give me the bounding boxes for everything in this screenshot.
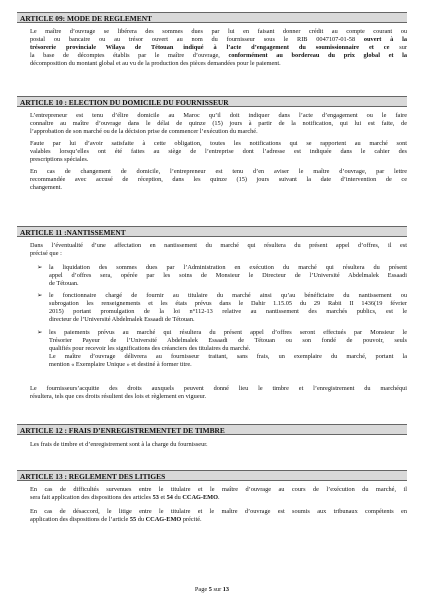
article-09-line-3: trésorerie provinciale Wilaya de Tétouan indiqué à l’acte d’engagement du soumissionnaire et ce sur bbox=[30, 44, 407, 51]
article-13-p2-line: application des dispositions de l’article 55 du CCAG-EMO précité. bbox=[30, 516, 202, 523]
bullet-arrow-icon: ➢ bbox=[37, 329, 43, 336]
bullet-line: Trésorier Payeur de l’Université Abdelmalek Essaadi de Tétouan ou son fondé de pouvoir, seuls bbox=[49, 337, 407, 344]
article-12-text: Les frais de timbre et d’enregistrement sont à la charge du fournisseur. bbox=[30, 441, 208, 448]
article-13-p1-line: En cas de difficultés survenues entre le titulaire et le maître d’ouvrage au cours de l’exécution du marché, il bbox=[30, 486, 407, 493]
bullet-line: qualifiés pour recevoir les significations des créanciers des titulaires du marché. bbox=[49, 345, 251, 352]
bullet-arrow-icon: ➢ bbox=[37, 264, 43, 271]
page-number: Page 5 sur 13 bbox=[194, 586, 230, 593]
article-11-intro-line: précisé que : bbox=[30, 250, 62, 257]
article-11-heading: ARTICLE 11 :NANTISSEMENT bbox=[17, 226, 407, 237]
bullet-line: la liquidation des sommes dues par l’Administration en exécution du marché qui résultera du présent bbox=[49, 264, 407, 271]
article-09-line-4: la base de décomptes établis par le maître d’ouvrage, conformément au bordereau du prix global et la bbox=[30, 52, 407, 59]
article-10-p1-line: L’entrepreneur est tenu d’élire domicile au Maroc qu’il doit indiquer dans l’acte d’engagement ou le faire bbox=[30, 112, 407, 119]
article-13-heading: ARTICLE 13 : REGLEMENT DES LITIGES bbox=[17, 470, 407, 481]
article-12-heading: ARTICLE 12 : FRAIS D’ENREGISTREMENTET DE TIMBRE bbox=[17, 424, 407, 435]
article-09-line-2: postal ou bancaire ou au trésor ouvert au nom du fournisseur sous le RIB 0047107-01-58 ouvert à la bbox=[30, 36, 407, 43]
article-13-p2-line: En cas de désaccord, le litige entre le titulaire et le maître d’ouvrage est soumis aux tribunaux compétents en bbox=[30, 508, 407, 515]
article-10-p3-line: En cas de changement de domicile, l’entrepreneur est tenu d’en aviser le maître d’ouvrage, par lettre bbox=[30, 168, 407, 175]
bullet-line: appel d’offres sera, opérée par les soins de Monsieur le Directeur de l’Université Abdelmalek Essaadi bbox=[49, 272, 407, 279]
bullet-line: les paiements prévus au marché qui résultera du présent appel d’offres seront effectués par Monsieur le bbox=[49, 329, 407, 336]
article-11-outro-line: Le fournisseurs’acquitte des droits auxquels peuvent donné lieu le timbre et l’enregistrement du marchéqui bbox=[30, 385, 407, 392]
article-09-heading: ARTICLE 09: MODE DE REGLEMENT bbox=[17, 12, 407, 23]
article-10-p1-line: l’approbation de son marché ou de la décision prise de commencer l’exécution du marché. bbox=[30, 128, 258, 135]
article-10-p2-line: Faute par lui d’avoir satisfaite à cette obligation, toutes les notifications qui se rapportent au marché sont bbox=[30, 140, 407, 147]
bullet-line: 2015) portant promulgation de la loi n°112-13 relative au nantissement des marchés publics, est le bbox=[49, 308, 407, 315]
article-09-line-5: décomposition du montant global et au vu de la production des pièces demandées pour le paiement. bbox=[30, 60, 281, 67]
bullet-arrow-icon: ➢ bbox=[37, 292, 43, 299]
bullet-line: Le maître d’ouvrage délivrera au fournisseur traitant, sans frais, un exemplaire du marché, portant la bbox=[49, 353, 407, 360]
article-10-p2-line: valables lorsqu’elles ont été faites au siège de l’entreprise dont l’adresse est indiquée dans le cahier des bbox=[30, 148, 407, 155]
article-10-p1-line: connaître au maître d’ouvrage dans le délai de quinze (15) jours à partir de la notification, qui lui est faite, de bbox=[30, 120, 407, 127]
article-10-p3-line: changement. bbox=[30, 184, 62, 191]
bullet-line: subrogation les renseignements et les états prévus dans le Dahir 1.15.05 du 29 Rabii II 1436(19 février bbox=[49, 300, 407, 307]
article-10-p3-line: recommandée avec accusé de réception, dans les quinze (15) jours suivant la date d’intervention de ce bbox=[30, 176, 407, 183]
article-11-intro-line: Dans l’éventualité d’une affectation en nantissement du marché qui résultera du présent appel d’offres, il est bbox=[30, 242, 407, 249]
article-10-p2-line: prescriptions spéciales. bbox=[30, 156, 89, 163]
article-11-outro-line: résultera, tels que ces droits résultent des lois et règlement en vigueur. bbox=[30, 393, 207, 400]
article-09-line-1: Le maître d’ouvrage se libérera des sommes dues par lui en faisant donner crédit au compte courant ou bbox=[30, 28, 407, 35]
bullet-line: de Tétouan. bbox=[49, 280, 79, 287]
bullet-line: directeur de l’Université Abdelmalek Essaadi de Tétouan. bbox=[49, 316, 195, 323]
article-13-p1-line: sera fait application des dispositions des articles 53 et 54 du CCAG-EMO. bbox=[30, 494, 220, 501]
article-10-heading: ARTICLE 10 : ELECTION DU DOMICILE DU FOURNISSEUR bbox=[17, 96, 407, 107]
bullet-line: mention « Exemplaire Unique » et destiné à former titre. bbox=[49, 361, 192, 368]
bullet-line: le fonctionnaire chargé de fournir au titulaire du marché ainsi qu’au bénéficiaire du nantissement ou bbox=[49, 292, 407, 299]
